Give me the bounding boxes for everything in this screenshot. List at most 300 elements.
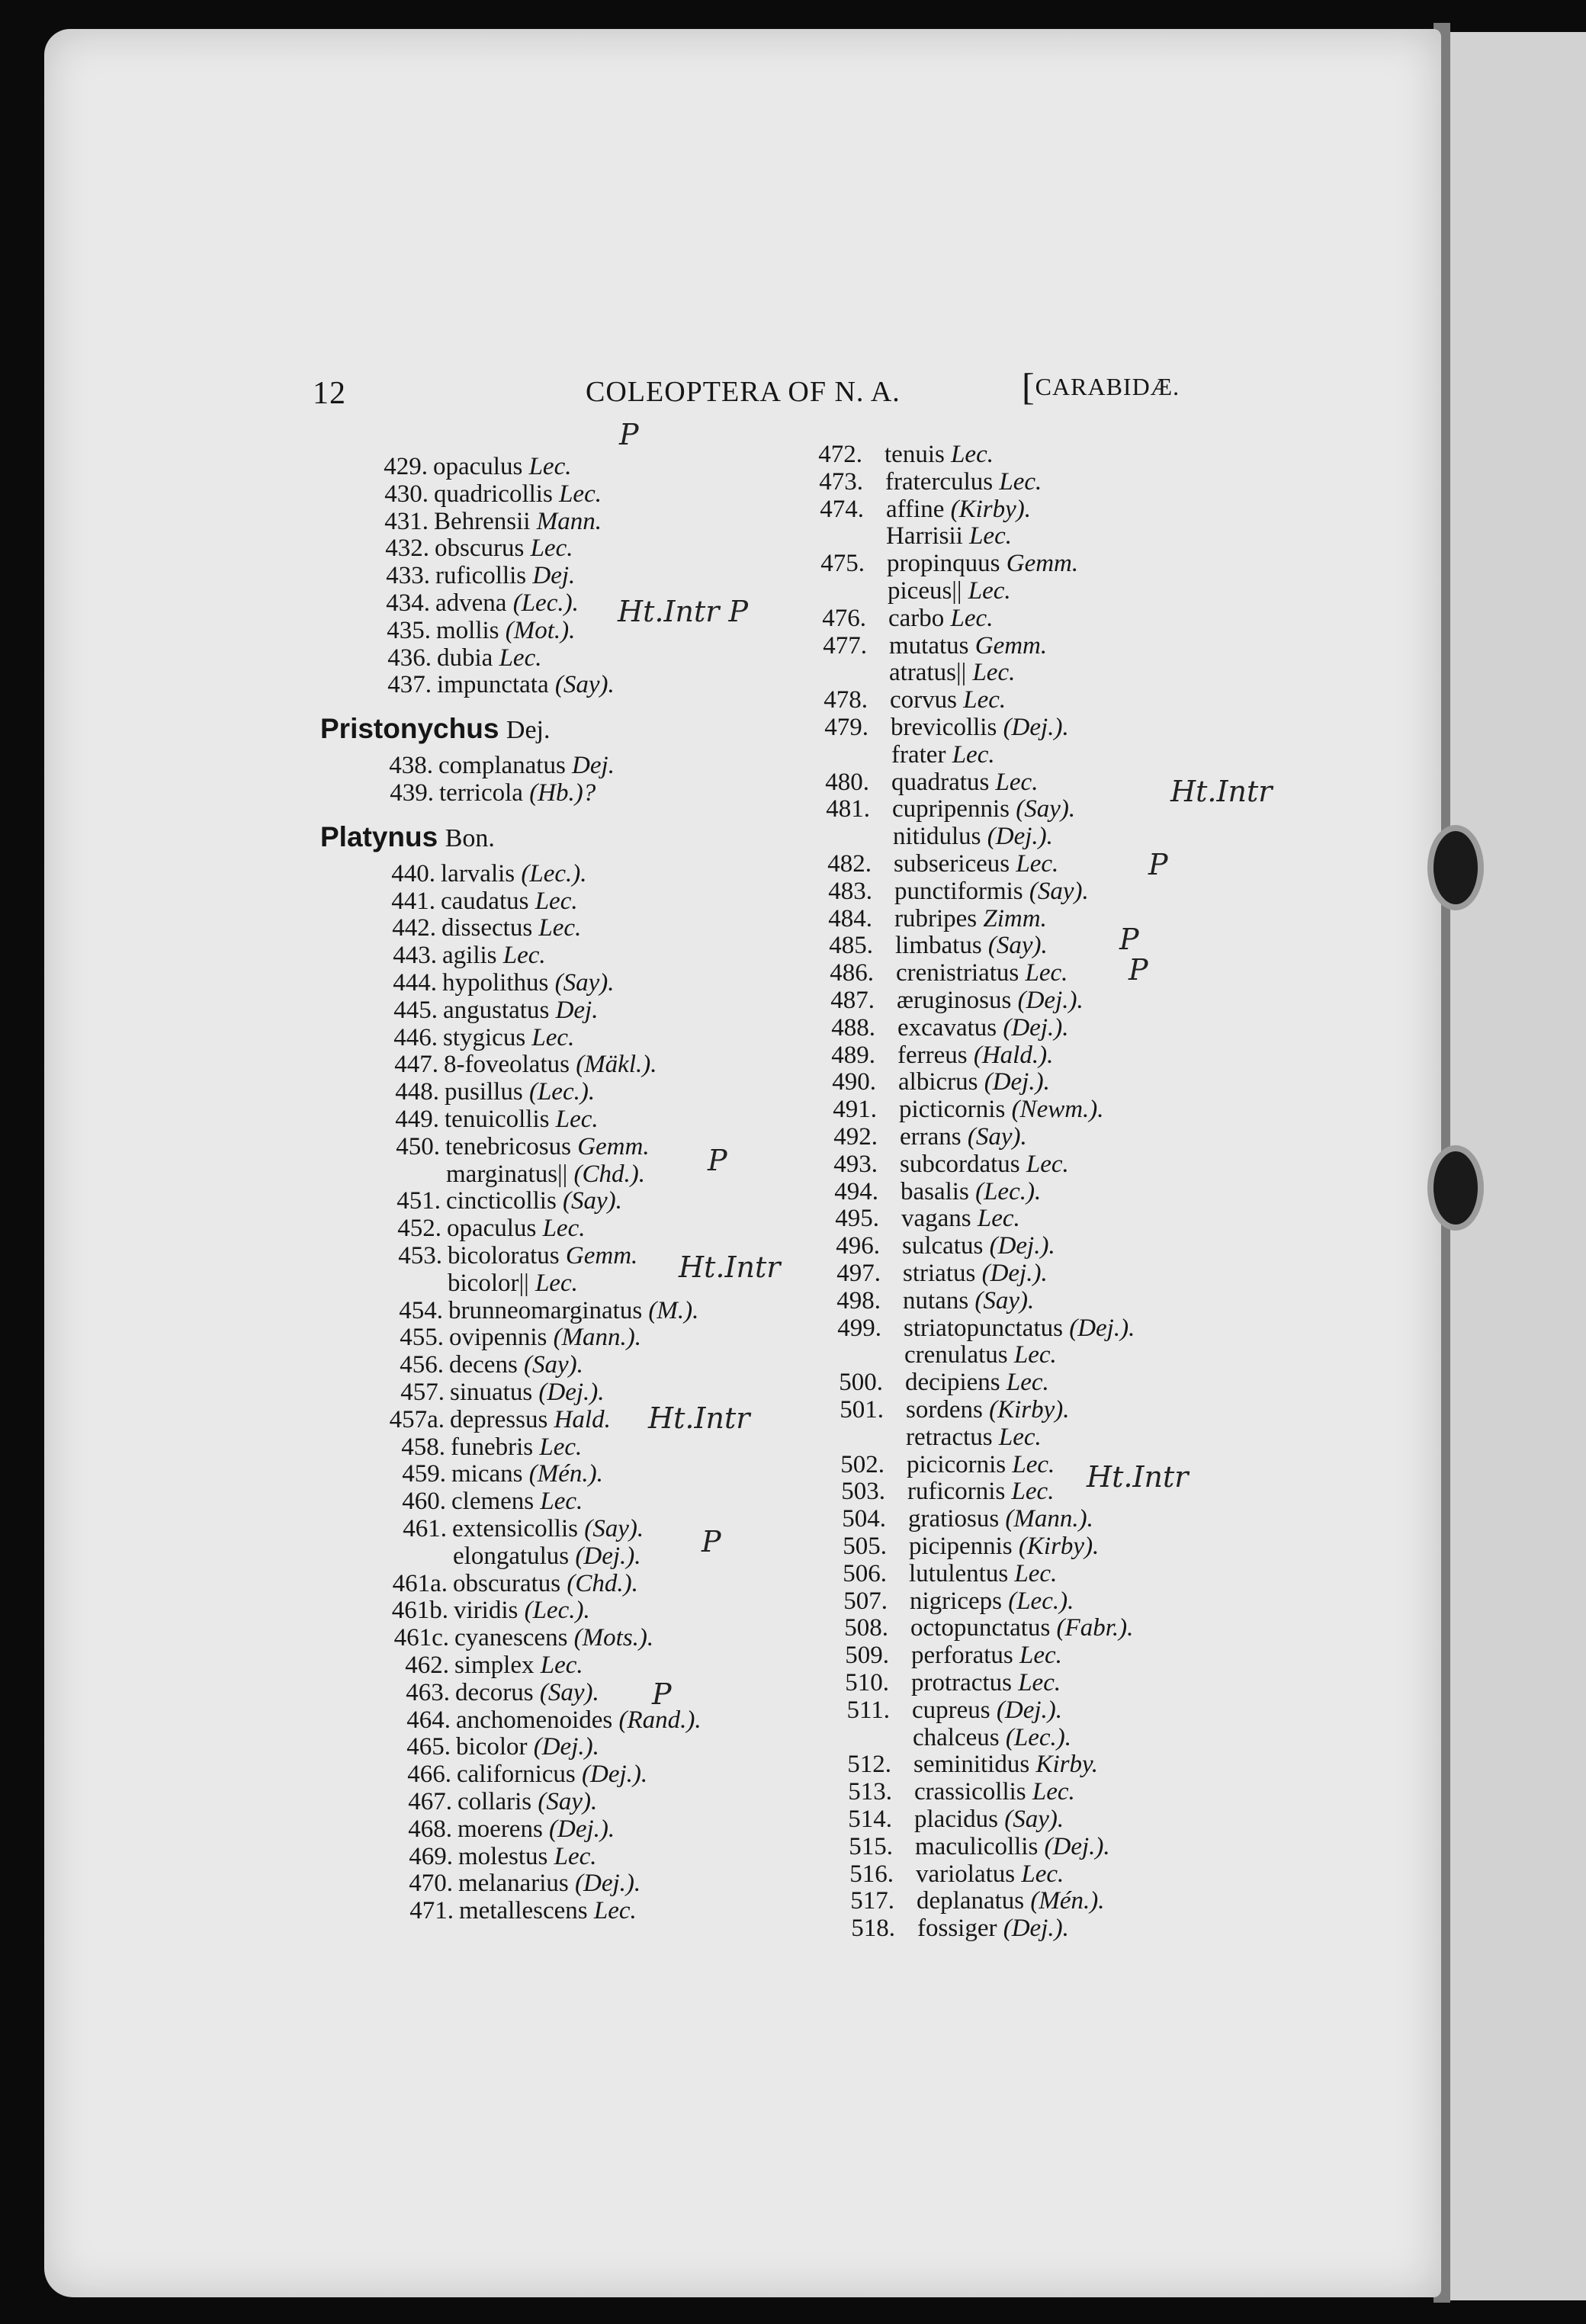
author: Lec.	[977, 1205, 1020, 1233]
author: Lec.	[555, 1106, 599, 1133]
species-name	[457, 1761, 647, 1789]
section-name: CARABIDÆ.	[1035, 373, 1180, 400]
species-name	[434, 508, 602, 536]
species-name	[451, 1433, 582, 1462]
author: Lec.	[1032, 1778, 1075, 1806]
epithet: dissectus	[441, 914, 533, 942]
epithet: maculicollis	[915, 1832, 1039, 1860]
epithet: albicrus	[898, 1068, 978, 1096]
genus-name: Platynus	[320, 820, 438, 852]
author: (Say).	[1004, 1806, 1064, 1833]
species-name	[434, 480, 602, 509]
species-name	[443, 1024, 574, 1052]
species-name	[901, 1205, 1020, 1233]
epithet: subsericeus	[894, 850, 1010, 878]
epithet: elongatulus	[453, 1542, 570, 1570]
species-name	[893, 823, 1053, 851]
species-name	[458, 1870, 640, 1898]
author: (Mann.).	[553, 1324, 642, 1352]
entry-number: 457a.	[389, 1405, 445, 1433]
entry-number: 476.	[822, 604, 866, 632]
species-name	[917, 1887, 1105, 1915]
author: (Say).	[554, 671, 615, 699]
species-name	[904, 1314, 1135, 1343]
species-name	[900, 1123, 1027, 1151]
entry-number: 433.	[386, 562, 430, 590]
author: (Say).	[524, 1351, 583, 1379]
species-name	[887, 550, 1078, 578]
epithet: fossiger	[917, 1915, 997, 1943]
author: (Dej.).	[549, 1815, 615, 1843]
species-name	[450, 1379, 605, 1407]
author: Lec.	[535, 887, 578, 915]
entry-number: 451.	[396, 1187, 441, 1215]
epithet: dubia	[437, 644, 493, 672]
entry-number: 481.	[826, 795, 870, 823]
handwritten-note: P	[702, 1525, 721, 1558]
epithet: anchomenoides	[456, 1706, 613, 1734]
epithet: hypolithus	[442, 969, 549, 997]
species-name	[916, 1860, 1064, 1889]
epithet: nutans	[903, 1286, 969, 1314]
epithet: brevicollis	[891, 714, 997, 741]
entry-number: 435.	[387, 616, 431, 644]
entry-number: 498.	[836, 1286, 881, 1314]
species-name	[453, 1570, 638, 1598]
species-name	[449, 1324, 641, 1352]
entry-number: 483.	[828, 877, 872, 905]
species-name	[438, 752, 615, 780]
epithet: micans	[451, 1460, 523, 1488]
author: Lec.	[999, 467, 1042, 496]
epithet: affine	[886, 495, 945, 523]
author: (Dej.).	[996, 1696, 1063, 1724]
epithet: cyanescens	[454, 1624, 568, 1652]
epithet: metallescens	[459, 1897, 588, 1925]
handwritten-note: P	[1148, 848, 1168, 881]
species-name	[906, 1424, 1042, 1452]
entry-number: 490.	[832, 1068, 876, 1096]
author: Gemm.	[974, 631, 1048, 660]
entry-number: 437.	[387, 671, 432, 699]
entry-number: 505.	[843, 1533, 887, 1560]
handwritten-note: P	[708, 1144, 727, 1177]
epithet: punctiformis	[894, 877, 1023, 905]
author: Lec.	[951, 441, 994, 468]
species-name	[451, 1460, 603, 1488]
epithet: clemens	[451, 1488, 535, 1516]
author: Lec.	[952, 740, 995, 769]
genus-name: Pristonychus	[320, 713, 499, 745]
epithet: propinquus	[887, 550, 1000, 578]
species-name	[906, 1396, 1069, 1424]
epithet: brunneomarginatus	[448, 1296, 643, 1324]
species-name	[448, 1297, 698, 1325]
entry-number: 436.	[387, 644, 432, 672]
author: (Dej.).	[538, 1379, 605, 1406]
author: Lec.	[1014, 1559, 1058, 1587]
entry-number: 479.	[824, 714, 868, 741]
genus-author: Dej.	[506, 716, 551, 745]
species-name	[436, 617, 575, 645]
author: Lec.	[538, 914, 582, 942]
entry-number: 448.	[395, 1078, 439, 1106]
epithet: excavatus	[897, 1013, 997, 1042]
entry-number: 447.	[394, 1051, 438, 1079]
entry-number: 515.	[849, 1832, 893, 1860]
epithet: tenuicollis	[445, 1106, 550, 1133]
author: (Mots.).	[573, 1624, 654, 1652]
author: (Kirby).	[989, 1396, 1070, 1424]
species-name	[892, 795, 1075, 823]
entry-number: 439.	[390, 779, 434, 807]
entry-number: 468.	[408, 1815, 452, 1843]
epithet: fraterculus	[885, 467, 994, 496]
author: (Mann.).	[1005, 1505, 1093, 1533]
epithet: molestus	[458, 1842, 548, 1870]
epithet: seminitidus	[913, 1751, 1030, 1779]
species-name	[437, 671, 615, 699]
epithet: picticornis	[899, 1096, 1006, 1124]
epithet: simplex	[454, 1652, 535, 1679]
entry-number: 456.	[400, 1351, 444, 1379]
entry-number: 453.	[398, 1242, 442, 1270]
species-name	[908, 1505, 1093, 1533]
species-name	[456, 1733, 599, 1761]
epithet: tenuis	[884, 441, 945, 468]
entry-number: 494.	[834, 1177, 878, 1205]
author: Lec.	[1016, 850, 1059, 878]
page-number: 12	[313, 376, 346, 411]
entry-number: 434.	[386, 589, 430, 617]
author: (Lec.).	[521, 859, 587, 888]
entry-number: 508.	[844, 1614, 888, 1642]
author: (Say).	[1016, 795, 1076, 823]
species-name	[913, 1724, 1071, 1752]
species-name	[433, 453, 571, 481]
epithet: opaculus	[433, 453, 523, 480]
entry-number: 472.	[818, 441, 862, 468]
author: (Newm.).	[1011, 1096, 1104, 1124]
epithet: obscuratus	[453, 1569, 561, 1597]
entry-number: 512.	[847, 1751, 891, 1779]
epithet: decorus	[455, 1678, 534, 1706]
species-name	[458, 1788, 597, 1816]
epithet: extensicollis	[452, 1515, 578, 1542]
entry-number: 458.	[401, 1433, 445, 1461]
epithet: protractus	[911, 1669, 1012, 1696]
entry-number: 450.	[396, 1132, 440, 1160]
author: (Lec.).	[1008, 1587, 1074, 1615]
entry-number: 443.	[393, 942, 437, 970]
epithet: mutatus	[889, 631, 969, 660]
species-name	[454, 1597, 590, 1625]
epithet: bicolor	[456, 1733, 528, 1761]
author: Lec.	[995, 768, 1039, 796]
species-name	[896, 959, 1068, 987]
author: Gemm.	[1006, 550, 1079, 578]
species-name	[904, 1341, 1057, 1369]
entry-number: 461a.	[392, 1569, 448, 1597]
author: Hald.	[554, 1405, 611, 1433]
entry-number: 452.	[397, 1215, 441, 1243]
species-name	[901, 1178, 1041, 1206]
author: (Mäkl.).	[576, 1051, 657, 1079]
author: (Say).	[967, 1123, 1027, 1151]
author: Lec.	[1025, 959, 1068, 987]
species-name	[450, 1406, 611, 1434]
epithet: æruginosus	[897, 987, 1012, 1014]
author: Lec.	[998, 1423, 1042, 1451]
author: (Lec.).	[1005, 1723, 1071, 1751]
species-name	[886, 496, 1031, 524]
epithet: crenulatus	[904, 1341, 1008, 1369]
epithet: atratus||	[889, 659, 967, 687]
species-name	[889, 632, 1047, 660]
author: (Chd.).	[567, 1569, 638, 1597]
author: (Say).	[987, 932, 1048, 960]
epithet: striatus	[903, 1260, 976, 1287]
species-name	[458, 1843, 597, 1871]
entry-number: 495.	[835, 1205, 879, 1233]
epithet: bicolor||	[448, 1269, 529, 1297]
epithet: ferreus	[897, 1041, 968, 1069]
epithet: octopunctatus	[910, 1614, 1051, 1642]
author: Lec.	[531, 1023, 575, 1051]
epithet: marginatus||	[446, 1160, 568, 1188]
epithet: pusillus	[445, 1078, 523, 1106]
entry-number: 511.	[846, 1696, 890, 1724]
species-name	[907, 1478, 1054, 1506]
epithet: tenebricosus	[445, 1132, 571, 1160]
species-name	[890, 686, 1006, 714]
author: (Dej.).	[582, 1761, 648, 1789]
author: Dej.	[572, 752, 615, 780]
entry-number: 477.	[823, 631, 867, 660]
author: Mann.	[536, 507, 602, 535]
epithet: quadricollis	[434, 480, 553, 508]
epithet: decipiens	[905, 1369, 1000, 1397]
handwritten-note: Ht.Intr	[679, 1250, 781, 1284]
epithet: errans	[900, 1123, 962, 1151]
species-name	[911, 1669, 1061, 1697]
entry-number: 429.	[384, 453, 428, 480]
author: Lec.	[1026, 1150, 1069, 1178]
species-name	[891, 714, 1069, 742]
entry-number: 475.	[820, 550, 865, 578]
species-name	[894, 850, 1058, 878]
entry-number: 510.	[845, 1669, 889, 1696]
entry-number: 487.	[830, 987, 875, 1014]
author: Lec.	[530, 534, 573, 563]
entry-number: 446.	[393, 1023, 438, 1051]
author: Lec.	[1018, 1669, 1061, 1696]
species-name	[888, 605, 993, 633]
entry-number: 438.	[389, 752, 433, 780]
epithet: lutulentus	[909, 1559, 1009, 1587]
author: (Fabr.).	[1056, 1614, 1134, 1642]
author: (Dej.).	[1003, 714, 1069, 741]
author: (Kirby).	[950, 495, 1032, 523]
species-name	[435, 534, 573, 563]
author: Lec.	[559, 480, 602, 508]
author: Lec.	[1021, 1860, 1064, 1888]
entry-number: 474.	[820, 495, 864, 523]
author: Lec.	[969, 522, 1012, 551]
epithet: cupripennis	[892, 795, 1010, 823]
epithet: californicus	[457, 1761, 576, 1789]
species-name	[891, 769, 1038, 797]
author: Lec.	[968, 577, 1011, 605]
author: Lec.	[1006, 1369, 1049, 1397]
species-name	[913, 1751, 1098, 1779]
entry-number: 432.	[385, 534, 429, 563]
author: (Lec.).	[528, 1078, 596, 1106]
epithet: ovipennis	[449, 1324, 547, 1352]
epithet: perforatus	[911, 1642, 1013, 1670]
author: Lec.	[502, 942, 546, 970]
entry-number: 461.	[403, 1515, 447, 1542]
species-name	[914, 1778, 1075, 1806]
species-name	[895, 932, 1048, 960]
binding-hole-top	[1434, 831, 1478, 904]
epithet: decens	[449, 1351, 518, 1379]
author: (M.).	[648, 1296, 699, 1324]
epithet: subcordatus	[900, 1150, 1020, 1178]
entry-number: 463.	[406, 1678, 450, 1706]
genus-author: Bon.	[445, 823, 495, 852]
species-name	[910, 1587, 1074, 1616]
author: Zimm.	[983, 904, 1047, 932]
epithet: ruficornis	[907, 1478, 1006, 1506]
entry-number: 444.	[393, 969, 437, 997]
epithet: viridis	[454, 1597, 518, 1625]
author: (Lec.).	[975, 1177, 1042, 1205]
entry-number: 471.	[409, 1897, 454, 1925]
handwritten-note: Ht.Intr	[1170, 775, 1273, 808]
entry-number: 518.	[851, 1915, 895, 1943]
species-name	[900, 1151, 1069, 1179]
entry-number: 499.	[837, 1314, 881, 1342]
epithet: cupreus	[912, 1696, 990, 1724]
species-name	[435, 562, 575, 590]
species-name	[886, 522, 1012, 551]
species-name	[909, 1533, 1099, 1561]
epithet: retractus	[906, 1423, 993, 1451]
author: (Dej.).	[1003, 1915, 1069, 1943]
entry-number: 486.	[830, 959, 874, 987]
entry-number: 442.	[392, 914, 436, 942]
epithet: caudatus	[441, 887, 529, 915]
species-name	[441, 860, 587, 888]
epithet: frater	[891, 740, 946, 769]
species-name	[448, 1242, 637, 1270]
author: (Mén.).	[1030, 1887, 1105, 1915]
species-name	[889, 659, 1015, 687]
species-name	[441, 914, 581, 942]
epithet: carbo	[888, 604, 945, 632]
epithet: crassicollis	[914, 1778, 1026, 1806]
handwritten-note: P	[1128, 953, 1148, 987]
handwritten-note: P	[1119, 923, 1139, 956]
author: (Lec.).	[512, 589, 579, 617]
species-name	[902, 1232, 1055, 1260]
epithet: sulcatus	[902, 1232, 984, 1260]
entry-number: 500.	[839, 1369, 883, 1397]
entry-number: 460.	[402, 1488, 446, 1516]
epithet: nigriceps	[910, 1587, 1002, 1615]
species-name	[897, 1014, 1069, 1042]
entry-number: 506.	[843, 1559, 887, 1587]
author: (Say).	[584, 1515, 644, 1542]
epithet: corvus	[890, 686, 957, 714]
entry-number: 513.	[848, 1778, 892, 1806]
species-name	[917, 1915, 1069, 1943]
epithet: agilis	[442, 942, 497, 970]
entry-number: 484.	[828, 904, 872, 932]
epithet: 8-foveolatus	[444, 1051, 570, 1079]
species-name	[448, 1270, 578, 1298]
species-name	[909, 1560, 1057, 1588]
epithet: picipennis	[909, 1533, 1013, 1560]
author: Lec.	[528, 453, 572, 480]
author: Lec.	[1012, 1450, 1055, 1478]
entry-number: 514.	[848, 1806, 892, 1833]
entry-number: 507.	[843, 1587, 888, 1615]
author: Lec.	[539, 1433, 583, 1461]
author: (Say).	[539, 1678, 599, 1706]
epithet: sordens	[906, 1396, 983, 1424]
entry-number: 462.	[405, 1652, 449, 1679]
species-name	[912, 1696, 1062, 1725]
species-name	[905, 1369, 1049, 1397]
species-name	[446, 1187, 622, 1215]
entry-number: 485.	[829, 932, 873, 960]
entry-number: 493.	[833, 1150, 878, 1178]
author: Lec.	[1013, 1341, 1057, 1369]
author: (Say).	[554, 969, 615, 997]
entry-number: 445.	[393, 996, 438, 1024]
author: (Dej.).	[533, 1733, 599, 1761]
entry-number: 482.	[827, 850, 872, 878]
handwritten-note: Ht.Intr	[1087, 1460, 1189, 1494]
author: (Mén.).	[528, 1460, 603, 1488]
genus-heading	[320, 820, 495, 854]
species-name	[914, 1806, 1064, 1834]
entry-number: 470.	[409, 1870, 453, 1898]
entry-number: 517.	[850, 1887, 894, 1915]
author: Dej.	[555, 996, 599, 1024]
epithet: moerens	[458, 1815, 543, 1843]
species-name	[894, 905, 1047, 933]
handwritten-note: Ht.Intr	[648, 1401, 750, 1435]
epithet: funebris	[451, 1433, 534, 1461]
epithet: crenistriatus	[896, 959, 1019, 987]
author: Lec.	[972, 659, 1016, 687]
handwritten-note: P	[619, 418, 639, 451]
author: Lec.	[499, 644, 542, 672]
epithet: gratiosus	[908, 1505, 1000, 1533]
epithet: chalceus	[913, 1723, 1000, 1751]
author: (Dej.).	[1069, 1314, 1135, 1342]
author: (Dej.).	[981, 1260, 1048, 1287]
epithet: limbatus	[895, 932, 982, 960]
epithet: melanarius	[458, 1870, 569, 1898]
genus-heading	[320, 712, 551, 746]
entry-number: 441.	[391, 887, 435, 915]
author: Lec.	[1019, 1642, 1062, 1670]
entry-number: 488.	[831, 1013, 875, 1042]
